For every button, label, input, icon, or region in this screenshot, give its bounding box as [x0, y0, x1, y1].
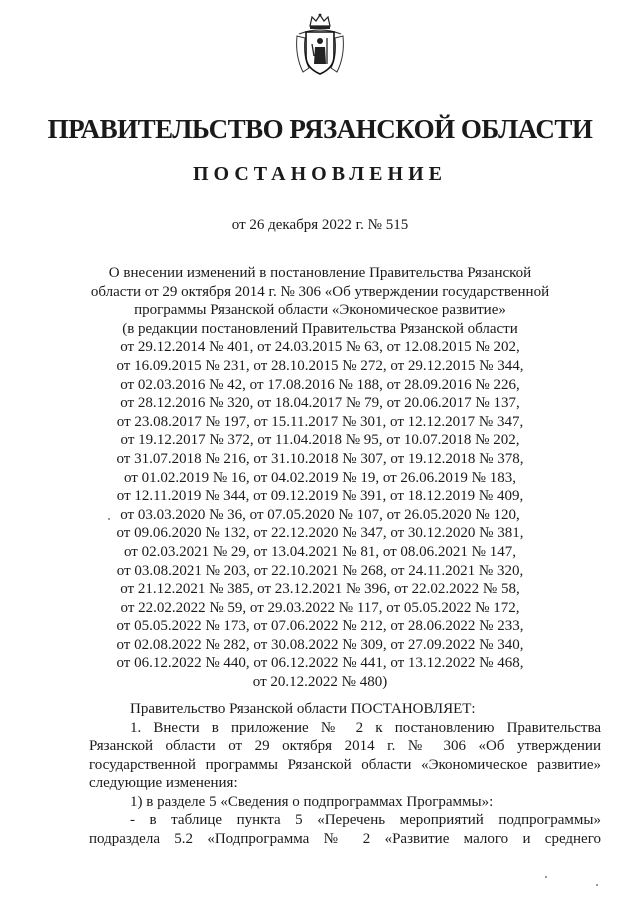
- item-1-line: государственной программы Рязанской области «Экономическое развитие»: [89, 756, 601, 773]
- heading-line: от 23.08.2017 № 197, от 15.11.2017 № 301, от 12.12.2017 № 347,: [116, 413, 524, 430]
- heading-line: от 29.12.2014 № 401, от 24.03.2015 № 63, от 12.08.2015 № 202,: [120, 339, 520, 356]
- heading-line: от 31.07.2018 № 216, от 31.10.2018 № 307, от 19.12.2018 № 378,: [116, 450, 524, 467]
- subitem-1-1: 1) в разделе 5 «Сведения о подпрограммах Программы»:: [130, 793, 494, 810]
- heading-line: от 16.09.2015 № 231, от 28.10.2015 № 272, от 29.12.2015 № 344,: [116, 357, 524, 374]
- item-1-line: 1. Внести в приложение № 2 к постановлению Правительства: [130, 719, 601, 736]
- resolves-paragraph: Правительство Рязанской области ПОСТАНОВЛЯЕТ:: [130, 701, 476, 717]
- government-title: ПРАВИТЕЛЬСТВО РЯЗАНСКОЙ ОБЛАСТИ: [47, 114, 593, 144]
- heading-line: от 09.06.2020 № 132, от 22.12.2020 № 347, от 30.12.2020 № 381,: [116, 525, 524, 542]
- heading-line: от 12.11.2019 № 344, от 09.12.2019 № 391, от 18.12.2019 № 409,: [116, 488, 524, 505]
- item-1-line: Рязанской области от 29 октября 2014 г. № 306 «Об утверждении: [89, 738, 601, 754]
- heading-line: области от 29 октября 2014 г. № 306 «Об утверждении государственной: [90, 283, 550, 300]
- bullet-line: - в таблице пункта 5 «Перечень мероприятий подпрограммы»: [130, 812, 601, 828]
- ryazan-coat-of-arms-icon: [293, 12, 347, 78]
- scan-speck: [545, 876, 547, 878]
- heading-line: от 06.12.2022 № 440, от 06.12.2022 № 441, от 13.12.2022 № 468,: [116, 655, 524, 672]
- document-body: [89, 700, 601, 848]
- heading-line: от 20.12.2022 № 480): [252, 674, 388, 691]
- heading-line: от 05.05.2022 № 173, от 07.06.2022 № 212, от 28.06.2022 № 233,: [116, 618, 524, 635]
- heading-line: от 02.03.2016 № 42, от 17.08.2016 № 188, от 28.09.2016 № 226,: [120, 376, 520, 393]
- document-date-number: от 26 декабря 2022 г. № 515: [231, 217, 409, 233]
- document-type: ПОСТАНОВЛЕНИЕ: [193, 163, 447, 185]
- heading-line: от 21.12.2021 № 385, от 23.12.2021 № 396, от 22.02.2022 № 58,: [120, 581, 520, 598]
- heading-line: от 01.02.2019 № 16, от 04.02.2019 № 19, от 26.06.2019 № 183,: [123, 469, 516, 486]
- heading-line: от 19.12.2017 № 372, от 11.04.2018 № 95, от 10.07.2018 № 202,: [120, 432, 520, 449]
- heading-line: О внесении изменений в постановление Правительства Рязанской: [108, 265, 532, 281]
- heading-line: программы Рязанской области «Экономическое развитие»: [134, 302, 506, 319]
- document-heading: [60, 264, 580, 692]
- heading-line: от 03.03.2020 № 36, от 07.05.2020 № 107, от 26.05.2020 № 120,: [120, 506, 520, 523]
- heading-line: от 03.08.2021 № 203, от 22.10.2021 № 268, от 24.11.2021 № 320,: [116, 562, 524, 579]
- heading-line: от 02.08.2022 № 282, от 30.08.2022 № 309, от 27.09.2022 № 340,: [116, 636, 524, 653]
- bullet-line: подраздела 5.2 «Подпрограмма № 2 «Развитие малого и среднего: [89, 830, 601, 847]
- heading-line: от 02.03.2021 № 29, от 13.04.2021 № 81, от 08.06.2021 № 147,: [123, 543, 516, 560]
- heading-line: от 22.02.2022 № 59, от 29.03.2022 № 117, от 05.05.2022 № 172,: [120, 599, 520, 616]
- scan-speck: [108, 518, 110, 520]
- heading-line: от 28.12.2016 № 320, от 18.04.2017 № 79, от 20.06.2017 № 137,: [120, 395, 520, 412]
- item-1-line: следующие изменения:: [89, 775, 238, 791]
- heading-line: (в редакции постановлений Правительства Рязанской области: [122, 320, 518, 337]
- scan-speck: [596, 884, 598, 886]
